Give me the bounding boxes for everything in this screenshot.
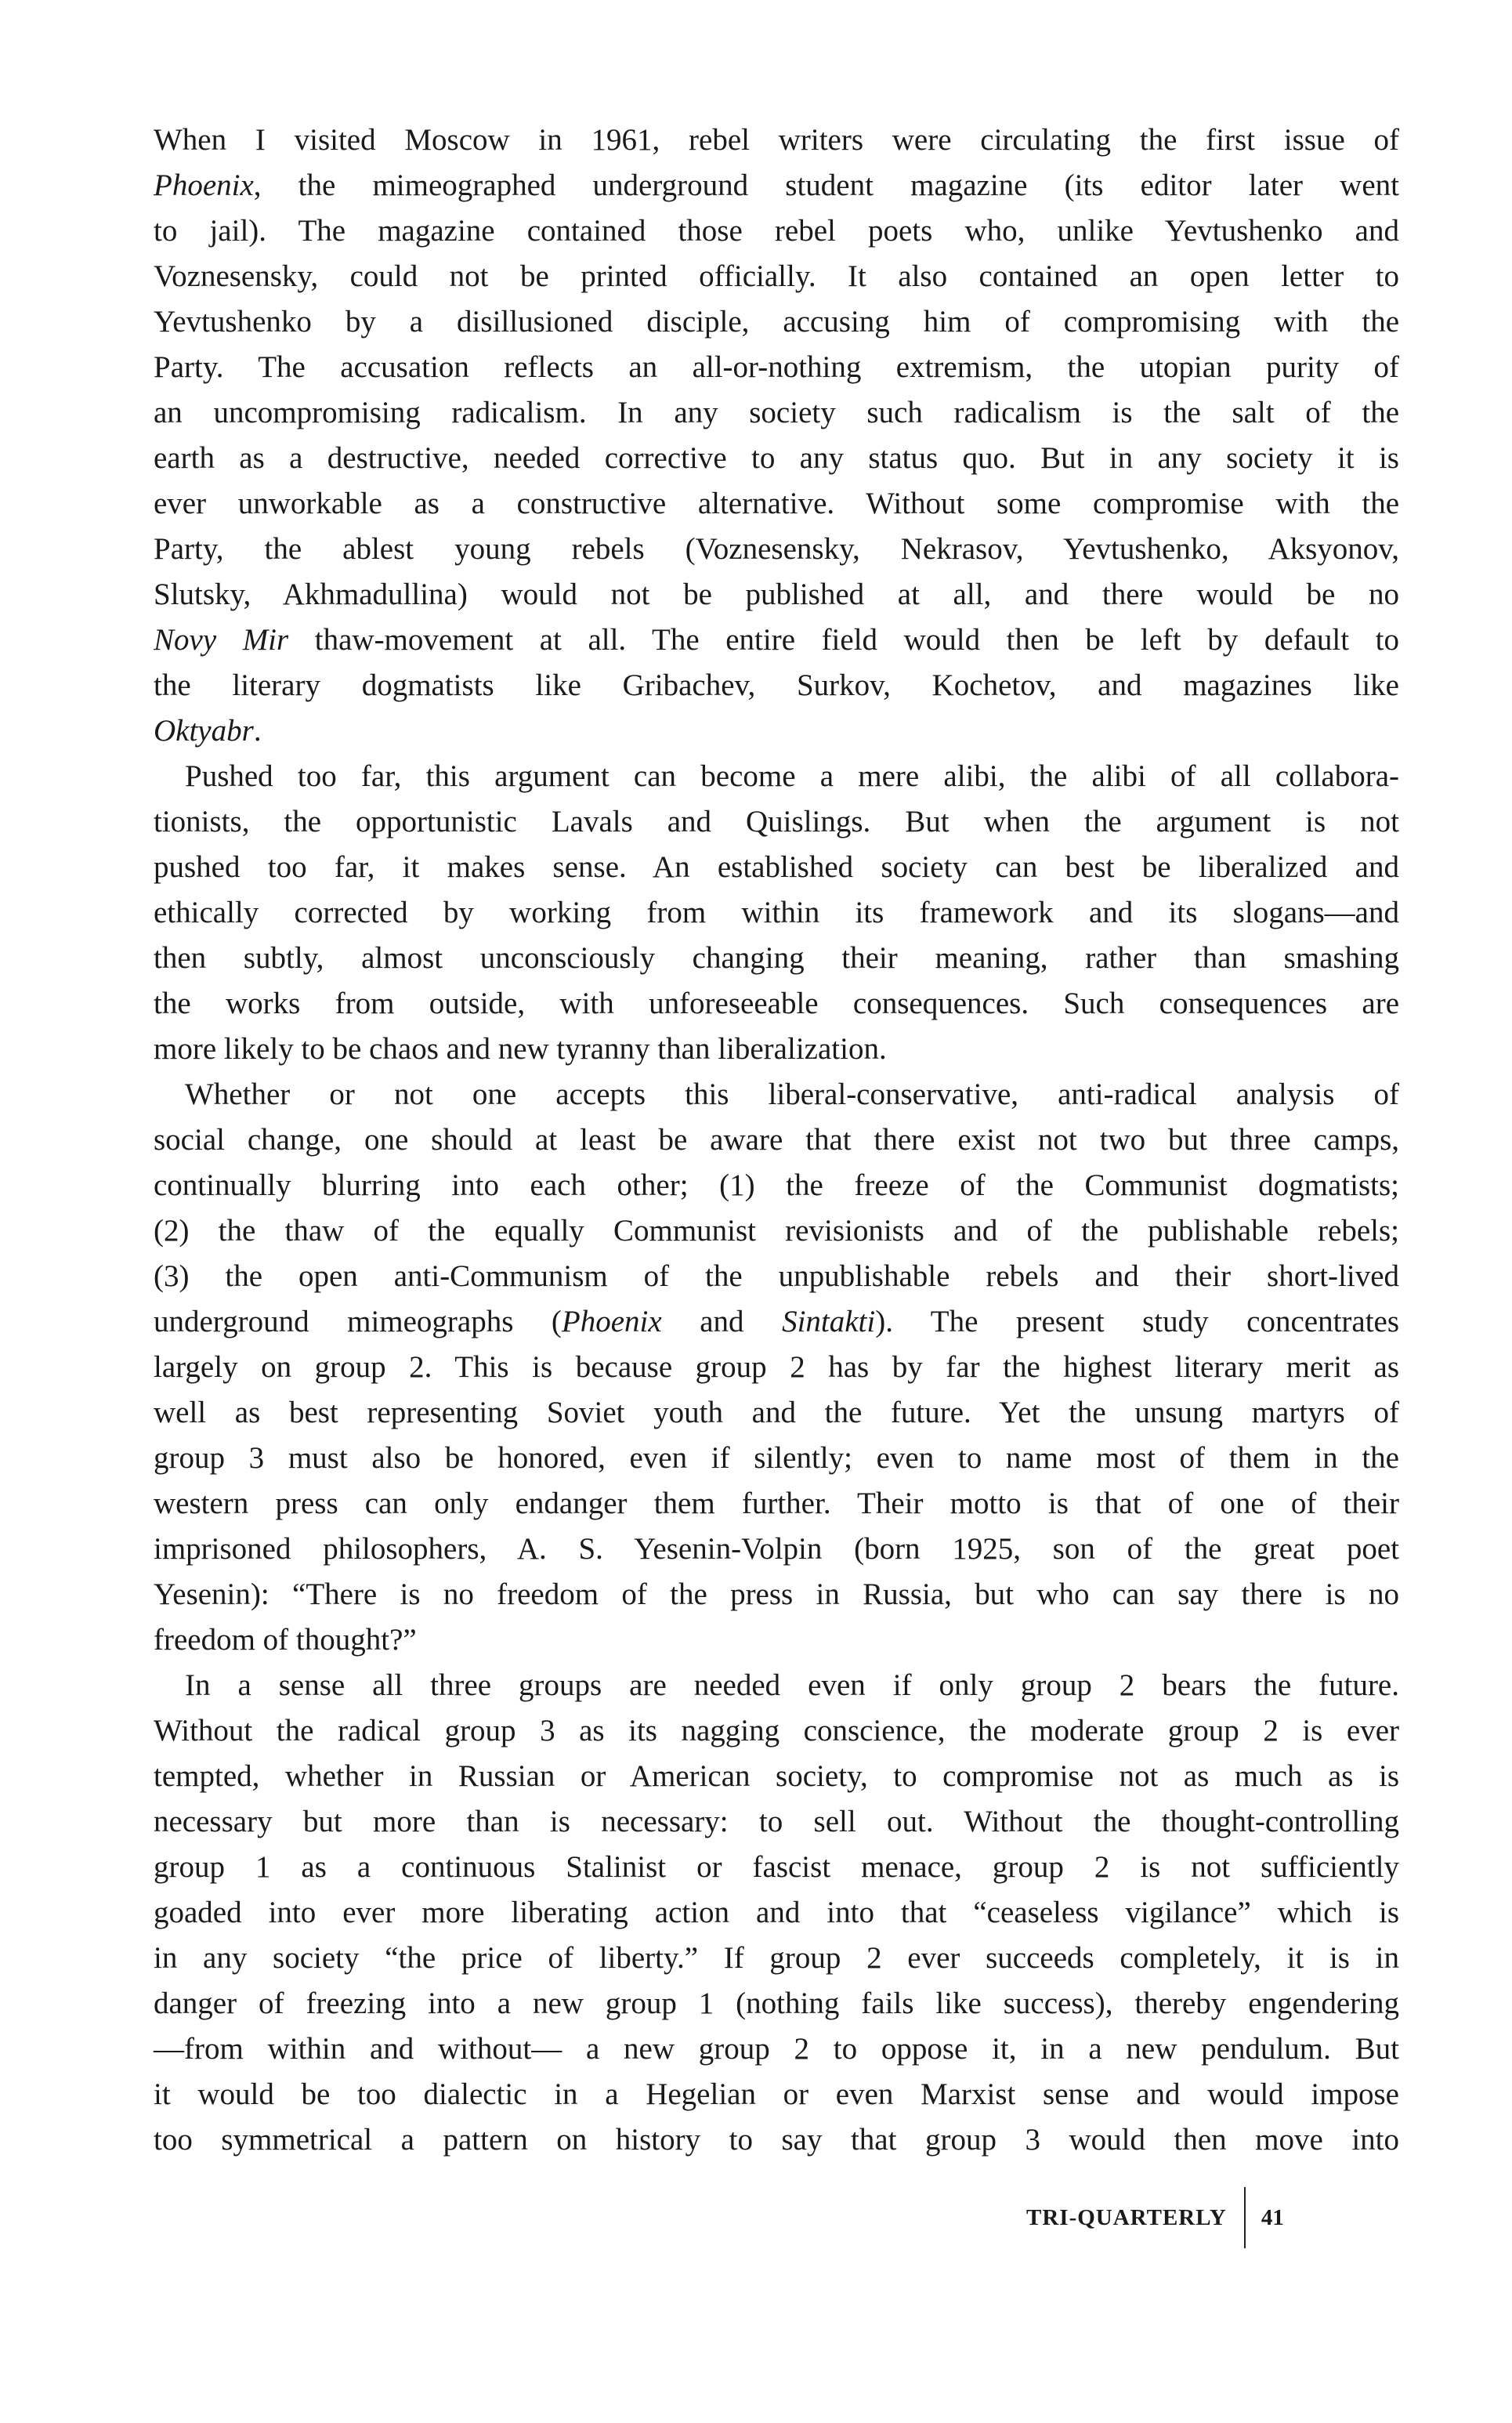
text-run: , the mimeographed underground student magazine (its editor later went: [253, 168, 1399, 202]
text-line: [154, 1527, 1399, 1572]
text-run: danger of freezing into a new group 1 (nothing fails like success), thereby engendering: [154, 1987, 1399, 2020]
text-run: an uncompromising radicalism. In any society such radicalism is the salt of the: [154, 396, 1399, 429]
text-run: in any society “the price of liberty.” If group 2 ever succeeds completely, it is in: [154, 1941, 1399, 1975]
text-run: Party. The accusation reflects an all-or-nothing extremism, the utopian purity of: [154, 350, 1399, 384]
text-line: [154, 527, 1399, 572]
text-run: thaw-movement at all. The entire field would then be left by default to: [288, 623, 1399, 657]
paragraph: [154, 118, 1399, 754]
text-run: (3) the open anti-Communism of the unpublishable rebels and their short-lived: [154, 1259, 1399, 1293]
text-line: [154, 1117, 1399, 1163]
text-run: (2) the thaw of the equally Communist revisionists and of the publishable rebels;: [154, 1214, 1399, 1248]
text-line: [154, 345, 1399, 390]
text-run: Yesenin): “There is no freedom of the press in Russia, but who can say there is no: [154, 1577, 1399, 1611]
text-run: necessary but more than is necessary: to sell out. Without the thought-controlling: [154, 1805, 1399, 1838]
text-run: the literary dogmatists like Gribachev, Surkov, Kochetov, and magazines like: [154, 668, 1399, 702]
text-line: [154, 1890, 1399, 1936]
paragraph: [154, 1072, 1399, 1663]
text-run: imprisoned philosophers, A. S. Yesenin-Volpin (born 1925, son of the great poet: [154, 1532, 1399, 1566]
text-line: [154, 1208, 1399, 1254]
text-line: [154, 2117, 1399, 2163]
text-line: [154, 1436, 1399, 1481]
text-line: [154, 1799, 1399, 1845]
text-run: pushed too far, it makes sense. An established society can best be liberalized and: [154, 850, 1399, 884]
text-line: [154, 254, 1399, 299]
text-run: the works from outside, with unforeseeable consequences. Such consequences are: [154, 987, 1399, 1020]
text-line: [154, 1708, 1399, 1754]
text-line: [154, 2072, 1399, 2117]
text-run: Pushed too far, this argument can become a mere alibi, the alibi of all collabora-: [185, 759, 1399, 793]
page-number: 41: [1261, 2204, 1284, 2230]
text-line: [154, 481, 1399, 527]
text-line: [154, 572, 1399, 618]
text-run: ethically corrected by working from within its framework and its slogans—and: [154, 896, 1399, 929]
text-run: and: [661, 1305, 783, 1338]
text-line: [154, 1845, 1399, 1890]
text-run: it would be too dialectic in a Hegelian or even Marxist sense and would impose: [154, 2077, 1399, 2111]
text-line: [154, 1981, 1399, 2026]
text-line: [154, 1481, 1399, 1527]
text-line: [154, 708, 1399, 754]
text-line: [154, 163, 1399, 208]
text-line: [154, 1572, 1399, 1617]
italic-title: Phoenix: [154, 168, 254, 202]
text-line: [154, 118, 1399, 163]
text-line: [154, 754, 1399, 799]
page-footer: [1026, 2186, 1284, 2249]
text-run: largely on group 2. This is because group 2 has by far the highest literary merit as: [154, 1350, 1399, 1384]
text-line: [154, 1390, 1399, 1436]
text-line: [154, 890, 1399, 936]
text-line: [154, 618, 1399, 663]
text-run: When I visited Moscow in 1961, rebel writers were circulating the first issue of: [154, 123, 1399, 157]
text-run: ). The present study concentrates: [875, 1305, 1400, 1338]
text-line: [154, 1254, 1399, 1299]
text-run: Slutsky, Akhmadullina) would not be published at all, and there would be no: [154, 578, 1399, 611]
text-run: too symmetrical a pattern on history to say that group 3 would then move into: [154, 2123, 1399, 2157]
text-line: [154, 663, 1399, 708]
text-run: tempted, whether in Russian or American society, to compromise not as much as is: [154, 1759, 1399, 1793]
body-text: [154, 118, 1399, 2163]
text-run: group 1 as a continuous Stalinist or fascist menace, group 2 is not sufficiently: [154, 1850, 1399, 1884]
text-line: [154, 1163, 1399, 1208]
text-line: [154, 845, 1399, 890]
text-run: continually blurring into each other; (1) the freeze of the Communist dogmatists;: [154, 1168, 1399, 1202]
text-run: social change, one should at least be aware that there exist not two but three camps,: [154, 1123, 1399, 1157]
text-run: freedom of thought?”: [154, 1623, 417, 1657]
text-line: [154, 1345, 1399, 1390]
text-run: tionists, the opportunistic Lavals and Quislings. But when the argument is not: [154, 805, 1399, 838]
text-line: [154, 1617, 1399, 1663]
text-line: [154, 2026, 1399, 2072]
text-run: Party, the ablest young rebels (Voznesensky, Nekrasov, Yevtushenko, Aksyonov,: [154, 532, 1399, 566]
text-run: Whether or not one accepts this liberal-conservative, anti-radical analysis of: [185, 1077, 1399, 1111]
text-line: [154, 299, 1399, 345]
text-line: [154, 1663, 1399, 1708]
text-line: [154, 981, 1399, 1027]
italic-title: Novy Mir: [154, 623, 289, 657]
text-run: group 3 must also be honored, even if silently; even to name most of them in the: [154, 1441, 1399, 1475]
text-line: [154, 1027, 1399, 1072]
journal-title: TRI-QUARTERLY: [1026, 2204, 1227, 2230]
text-run: .: [253, 714, 262, 748]
italic-title: Phoenix: [561, 1305, 662, 1338]
text-line: [154, 799, 1399, 845]
text-run: western press can only endanger them further. Their motto is that of one of their: [154, 1487, 1399, 1520]
text-run: earth as a destructive, needed corrective to any status quo. But in any society it is: [154, 441, 1399, 475]
text-run: Without the radical group 3 as its nagging conscience, the moderate group 2 is ever: [154, 1714, 1399, 1748]
text-run: —from within and without— a new group 2 to oppose it, in a new pendulum. But: [154, 2032, 1399, 2066]
paragraph: [154, 754, 1399, 1072]
text-run: more likely to be chaos and new tyranny than liberalization.: [154, 1032, 887, 1066]
text-line: [154, 1754, 1399, 1799]
text-run: well as best representing Soviet youth and the future. Yet the unsung martyrs of: [154, 1396, 1399, 1429]
text-run: In a sense all three groups are needed even if only group 2 bears the future.: [185, 1668, 1399, 1702]
italic-title: Oktyabr: [154, 714, 254, 748]
text-run: goaded into ever more liberating action and into that “ceaseless vigilance” which is: [154, 1896, 1399, 1929]
text-line: [154, 1299, 1399, 1345]
text-line: [154, 436, 1399, 481]
text-line: [154, 390, 1399, 436]
text-line: [154, 936, 1399, 981]
text-line: [154, 208, 1399, 254]
text-run: Voznesensky, could not be printed officially. It also contained an open letter to: [154, 259, 1399, 293]
text-line: [154, 1936, 1399, 1981]
text-run: underground mimeographs (: [154, 1305, 562, 1338]
text-run: Yevtushenko by a disillusioned disciple, accusing him of compromising with the: [154, 305, 1399, 339]
text-run: to jail). The magazine contained those rebel poets who, unlike Yevtushenko and: [154, 214, 1399, 248]
italic-title: Sintakti: [782, 1305, 876, 1338]
text-run: ever unworkable as a constructive alternative. Without some compromise with the: [154, 487, 1399, 520]
text-run: then subtly, almost unconsciously changing their meaning, rather than smashing: [154, 941, 1399, 975]
paragraph: [154, 1663, 1399, 2163]
text-line: [154, 1072, 1399, 1117]
